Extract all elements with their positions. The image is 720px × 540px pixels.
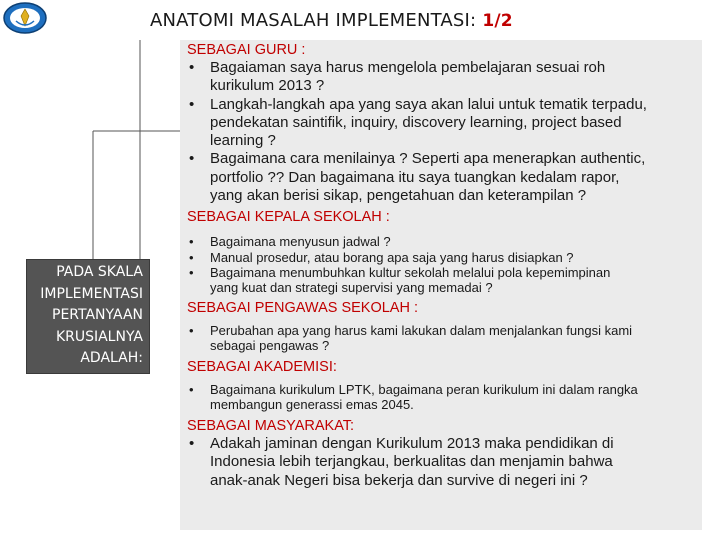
scope-label-box <box>26 259 150 374</box>
title-text: ANATOMI MASALAH IMPLEMENTASI: <box>150 10 477 31</box>
scope-label-line: KRUSIALNYA <box>55 328 143 345</box>
list-item: • Manual prosedur, atau borang apa saja yang harus disiapkan ? <box>189 249 574 265</box>
list-item: • Bagaimana cara menilainya ? Seperti apa menerapkan authentic, portfolio ?? Dan bagaimana itu saya tuangkan kedalam rapor, yang akan berisi sikap, pengetahuan dan keterampilan ? <box>189 150 646 205</box>
section-heading-guru: SEBAGAI GURU : <box>187 42 306 58</box>
list-item: • Bagaimana menyusun jadwal ? <box>189 234 391 250</box>
list-item: • Bagaiaman saya harus mengelola pembelajaran sesuai roh kurikulum 2013 ? <box>189 59 606 95</box>
section-heading-pengawas-sekolah: SEBAGAI PENGAWAS SEKOLAH : <box>187 300 418 317</box>
list-item: • Adakah jaminan dengan Kurikulum 2013 maka pendidikan di Indonesia lebih terjangkau, berkualitas dan menjamin bahwa anak-anak Negeri bisa bekerja dan survive di negeri ini ? <box>189 435 614 489</box>
list-item: • Langkah-langkah apa yang saya akan lalui untuk tematik terpadu, pendekatan saintifik, inquiry, discovery learning, project based learning ? <box>189 95 647 150</box>
scope-label-line: PERTANYAAN <box>52 307 143 324</box>
question-list <box>187 42 702 490</box>
list-item: • Bagaimana menumbuhkan kultur sekolah melalui pola kepemimpinan yang kuat dan strategi supervisi yang memadai ? <box>189 264 611 295</box>
section-heading-akademisi: SEBAGAI AKADEMISI: <box>187 358 337 375</box>
list-item: • Bagaimana kurikulum LPTK, bagaimana peran kurikulum ini dalam rangka membangun generassi emas 2045. <box>189 381 638 412</box>
scope-label-line: PADA SKALA <box>56 264 143 280</box>
page-number: 1/2 <box>482 11 513 31</box>
scope-label-line: IMPLEMENTASI <box>40 285 143 302</box>
list-item: • Perubahan apa yang harus kami lakukan dalam menjalankan fungsi kami sebagai pengawas ? <box>189 323 633 354</box>
scope-label-line: ADALAH: <box>80 350 143 367</box>
section-heading-masyarakat: SEBAGAI MASYARAKAT: <box>187 418 355 434</box>
section-heading-kepala-sekolah: SEBAGAI KEPALA SEKOLAH : <box>187 209 390 226</box>
